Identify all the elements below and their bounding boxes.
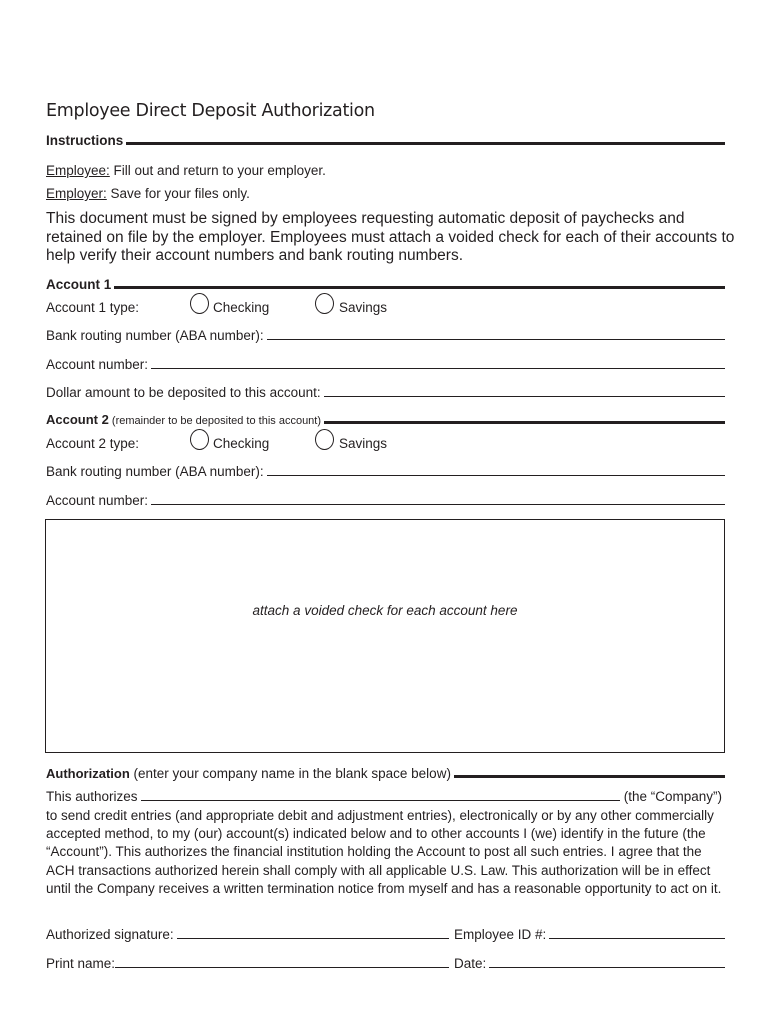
the-company-label: (the “Company”)	[623, 789, 722, 804]
employee-id-field[interactable]	[549, 938, 725, 939]
instructions-heading: Instructions	[46, 133, 124, 148]
account1-routing-label: Bank routing number (ABA number):	[46, 328, 264, 343]
this-authorizes-label: This authorizes	[46, 789, 138, 804]
voided-check-instruction: attach a voided check for each account here	[252, 603, 518, 618]
instructions-rule	[126, 142, 725, 145]
account2-savings-label: Savings	[339, 436, 388, 451]
authorization-heading: Authorization	[46, 766, 130, 781]
account1-type-label: Account 1 type:	[46, 300, 140, 315]
employee-instruction	[46, 163, 326, 178]
employee-instruction-text: Fill out and return to your employer.	[109, 163, 326, 178]
account1-checking-label: Checking	[213, 300, 270, 315]
print-name-field[interactable]	[115, 967, 449, 968]
employee-label: Employee:	[46, 163, 110, 178]
authorization-heading-note: (enter your company name in the blank space below)	[129, 766, 451, 781]
account2-heading: Account 2	[46, 412, 109, 427]
voided-check-box	[45, 519, 725, 753]
signature-row	[46, 927, 449, 942]
account1-section-header	[46, 277, 725, 292]
account2-checking-radio[interactable]	[190, 429, 209, 450]
employer-instruction	[46, 186, 250, 201]
company-name-row	[46, 789, 722, 804]
page-title: Employee Direct Deposit Authorization	[46, 101, 375, 121]
account1-rule	[114, 286, 725, 289]
authorization-section-header	[46, 766, 725, 781]
account1-amount-field[interactable]	[324, 396, 725, 397]
account1-amount-row	[46, 385, 725, 400]
print-name-row	[46, 956, 449, 971]
account1-heading: Account 1	[46, 277, 112, 292]
account2-checking-label: Checking	[213, 436, 270, 451]
instructions-section-header	[46, 133, 725, 148]
account1-account-field[interactable]	[151, 368, 725, 369]
account1-account-label: Account number:	[46, 357, 149, 372]
account2-account-row	[46, 493, 725, 508]
account2-account-field[interactable]	[151, 504, 725, 505]
account1-savings-radio[interactable]	[315, 293, 334, 314]
account1-amount-label: Dollar amount to be deposited to this account:	[46, 385, 321, 400]
account2-account-label: Account number:	[46, 493, 149, 508]
date-field[interactable]	[489, 967, 725, 968]
account2-routing-row	[46, 464, 725, 479]
date-row	[454, 956, 725, 971]
account1-routing-field[interactable]	[267, 339, 725, 340]
account2-section-header	[46, 412, 725, 427]
print-name-label: Print name:	[46, 956, 116, 971]
account2-routing-label: Bank routing number (ABA number):	[46, 464, 264, 479]
employer-label: Employer:	[46, 186, 107, 201]
date-label: Date:	[454, 956, 487, 971]
employee-id-label: Employee ID #:	[454, 927, 547, 942]
account1-routing-row	[46, 328, 725, 343]
account2-rule	[324, 421, 725, 424]
account1-account-row	[46, 357, 725, 372]
employer-instruction-text: Save for your files only.	[106, 186, 250, 201]
authorization-rule	[454, 775, 725, 778]
account2-routing-field[interactable]	[267, 475, 725, 476]
company-name-field[interactable]	[141, 800, 620, 801]
signature-label: Authorized signature:	[46, 927, 174, 942]
account2-savings-radio[interactable]	[315, 429, 334, 450]
account1-checking-radio[interactable]	[190, 293, 209, 314]
account2-heading-note: (remainder to be deposited to this account)	[108, 415, 322, 427]
account1-savings-label: Savings	[339, 300, 388, 315]
authorization-paragraph: to send credit entries (and appropriate debit and adjustment entries), electronically or by any other commercially accepted method, to my (our) account(s) indicated below and to other accounts I (we) identify in the future (the “Account”). This authorizes the financial institution holding the Account to post all such entries. I agree that the ACH transactions authorized herein shall comply with all applicable U.S. Law. This authorization will be in effect until the Company receives a written termination notice from myself and has a reasonable opportunity to act on it.	[46, 808, 722, 896]
signature-field[interactable]	[177, 938, 449, 939]
account2-type-label: Account 2 type:	[46, 436, 140, 451]
employee-id-row	[454, 927, 725, 942]
instructions-paragraph: This document must be signed by employees requesting automatic deposit of paychecks and retained on file by the employer. Employees must attach a voided check for each of their accounts to help verify their account numbers and bank routing numbers.	[46, 210, 735, 264]
